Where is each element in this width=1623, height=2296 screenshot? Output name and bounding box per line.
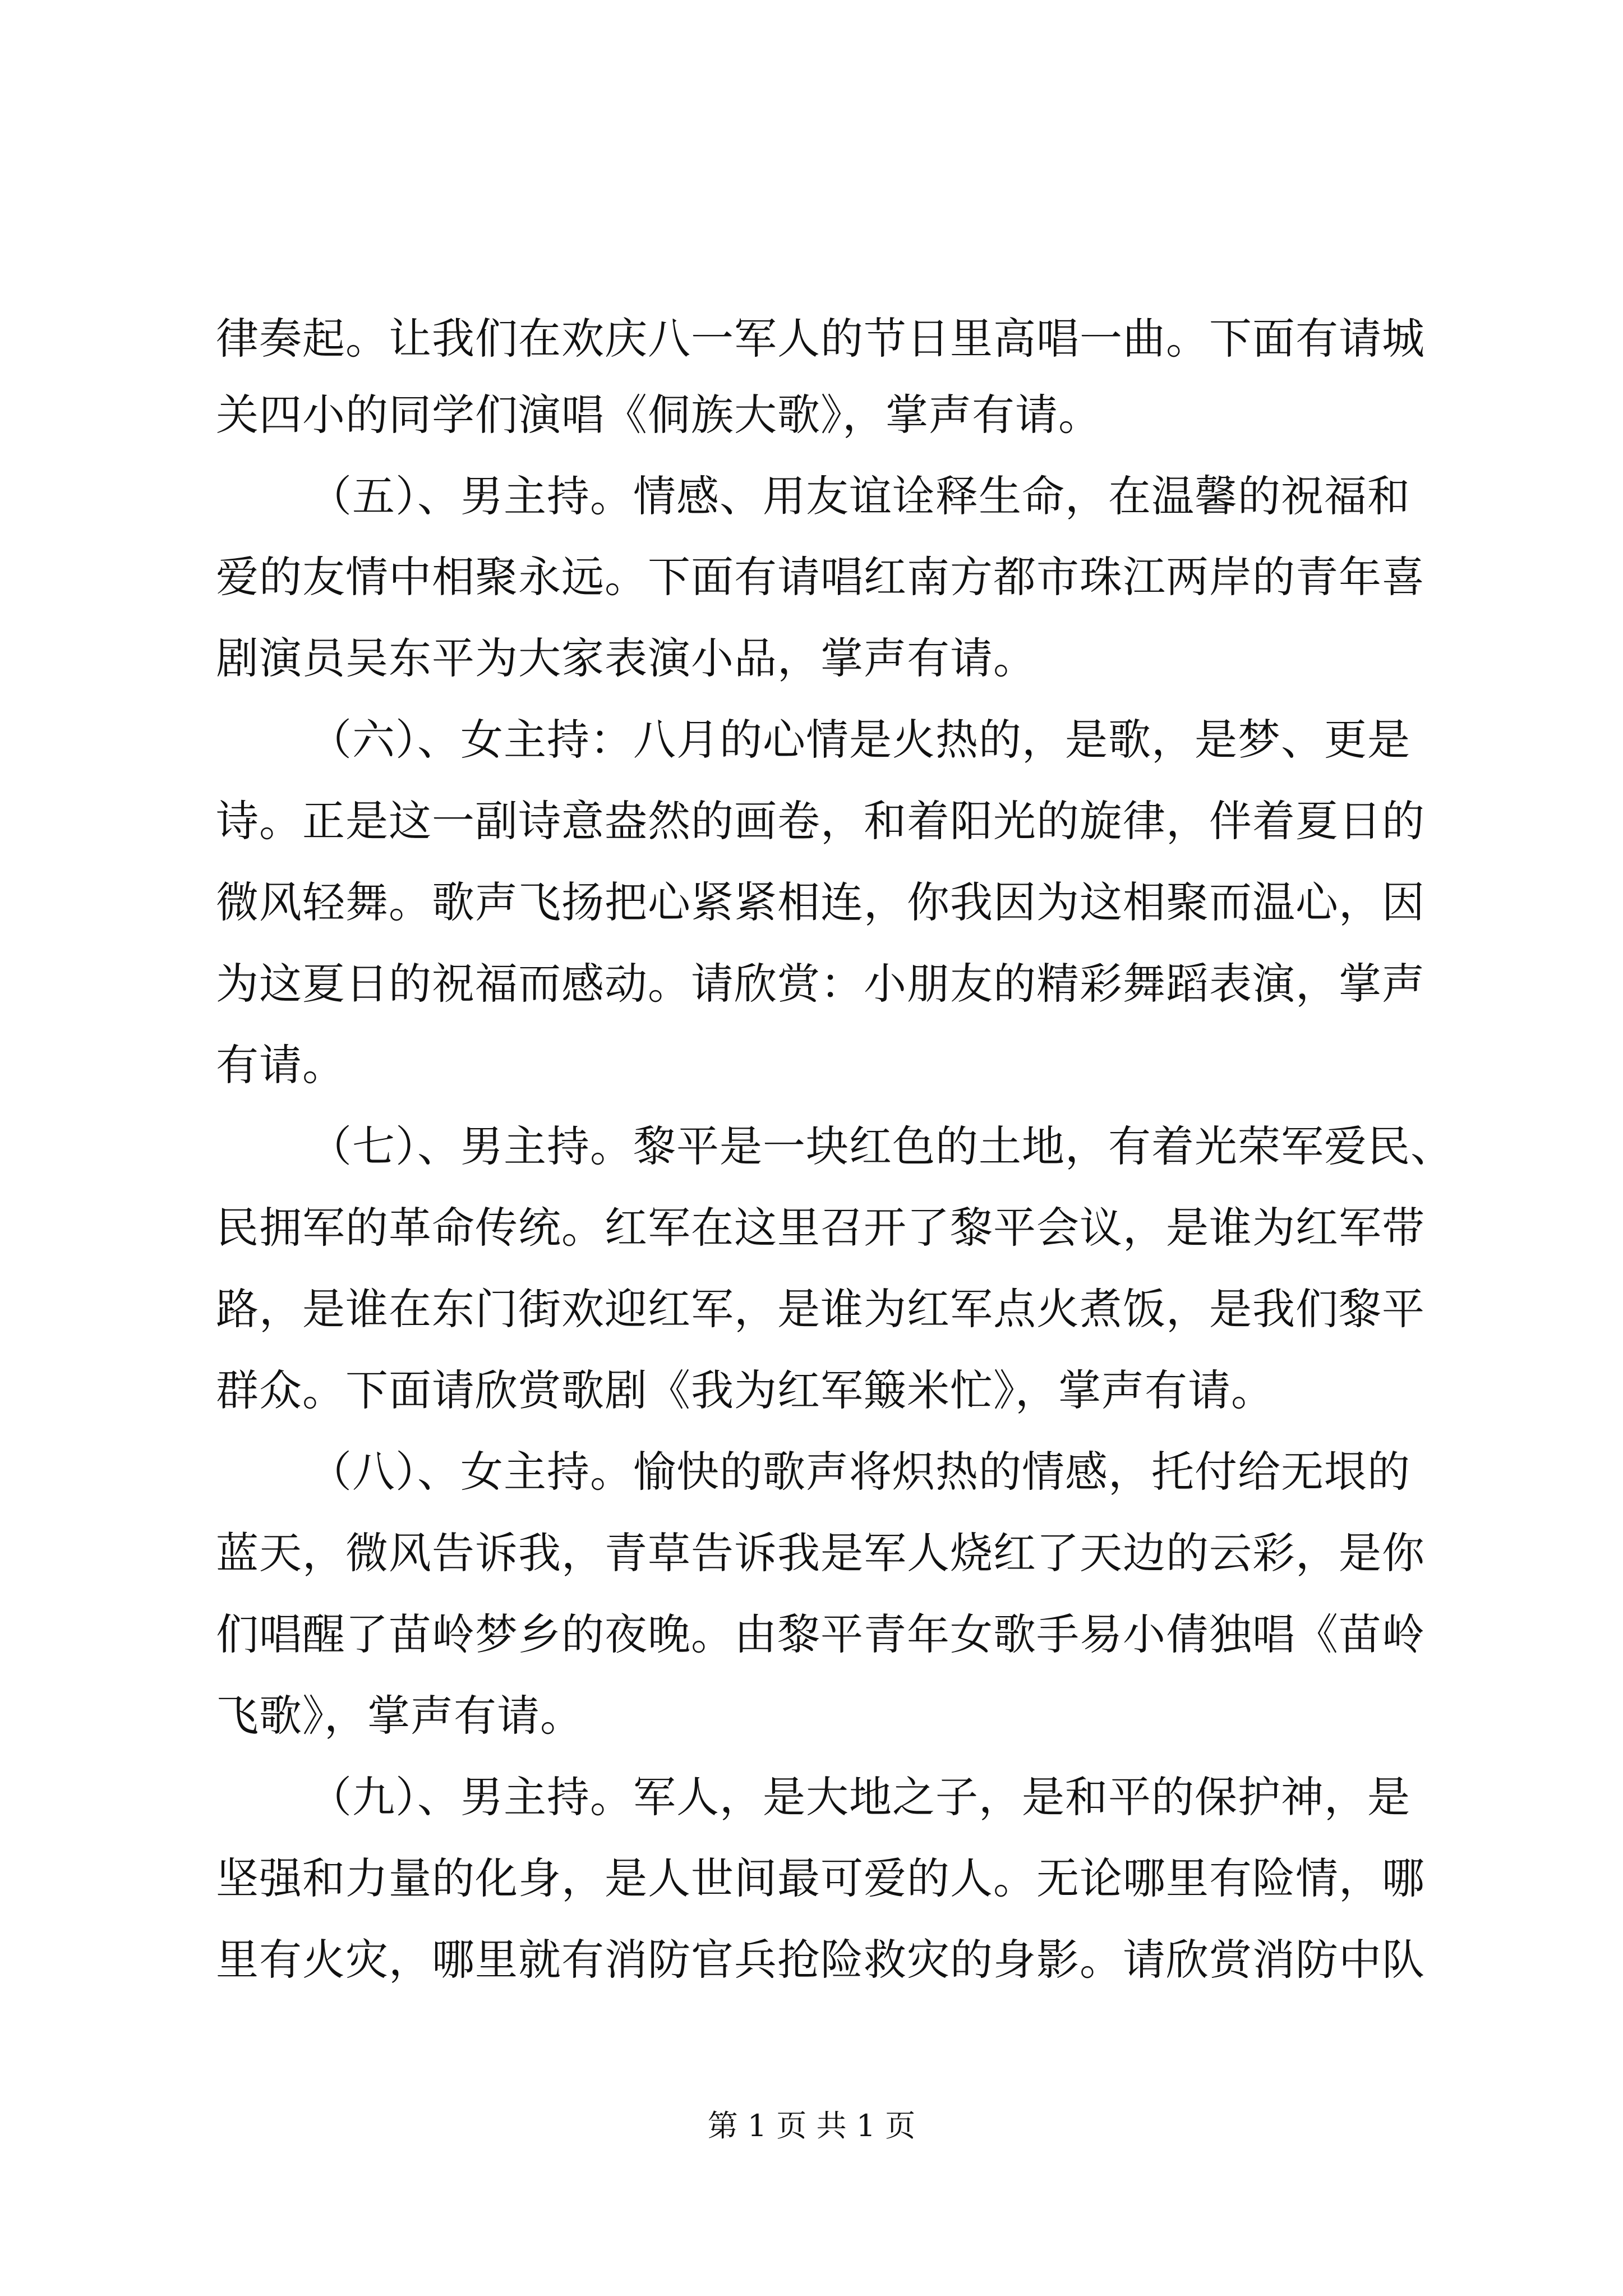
text-line: 们唱醒了苗岭梦乡的夜晚。由黎平青年女歌手易小倩独唱《苗岭 [216, 1609, 1425, 1659]
text-line: 飞歌》，掌声有请。 [216, 1691, 583, 1741]
text-line: 律奏起。让我们在欢庆八一军人的节日里高唱一曲。下面有请城 [216, 314, 1425, 364]
text-line: 关四小的同学们演唱《侗族大歌》，掌声有请。 [216, 390, 1101, 440]
text-line: 有请。 [216, 1040, 345, 1090]
text-line: 坚强和力量的化身，是人世间最可爱的人。无论哪里有险情，哪 [216, 1853, 1425, 1903]
paragraph-start-line: （七）、男主持。黎平是一块红色的土地，有着光荣军爱民、 [309, 1121, 1454, 1171]
text-line: 里有火灾，哪里就有消防官兵抢险救灾的身影。请欣赏消防中队 [216, 1935, 1425, 1985]
text-line: 民拥军的革命传统。红军在这里召开了黎平会议，是谁为红军带 [216, 1203, 1425, 1253]
text-line: 诗。正是这一副诗意盎然的画卷，和着阳光的旋律，伴着夏日的 [216, 796, 1425, 846]
text-line: 为这夏日的祝福而感动。请欣赏：小朋友的精彩舞蹈表演，掌声 [216, 959, 1425, 1009]
text-line: 路，是谁在东门街欢迎红军，是谁为红军点火煮饭，是我们黎平 [216, 1284, 1425, 1334]
text-line: 蓝天，微风告诉我，青草告诉我是军人烧红了天边的云彩，是你 [216, 1528, 1425, 1578]
text-line: 爱的友情中相聚永远。下面有请唱红南方都市珠江两岸的青年喜 [216, 552, 1425, 602]
text-line: 群众。下面请欣赏歌剧《我为红军簸米忙》，掌声有请。 [216, 1365, 1274, 1415]
page-footer: 第 1 页 共 1 页 [707, 2108, 916, 2143]
paragraph-start-line: （六）、女主持：八月的心情是火热的，是歌，是梦、更是 [309, 715, 1410, 765]
text-line: 微风轻舞。歌声飞扬把心紧紧相连，你我因为这相聚而温心，因 [216, 877, 1425, 927]
paragraph-start-line: （九）、男主持。军人，是大地之子，是和平的保护神，是 [309, 1772, 1410, 1822]
paragraph-start-line: （八）、女主持。愉快的歌声将炽热的情感，托付给无垠的 [309, 1447, 1410, 1497]
paragraph-start-line: （五）、男主持。情感、用友谊诠释生命，在温馨的祝福和 [309, 471, 1410, 521]
text-line: 剧演员吴东平为大家表演小品，掌声有请。 [216, 633, 1036, 683]
